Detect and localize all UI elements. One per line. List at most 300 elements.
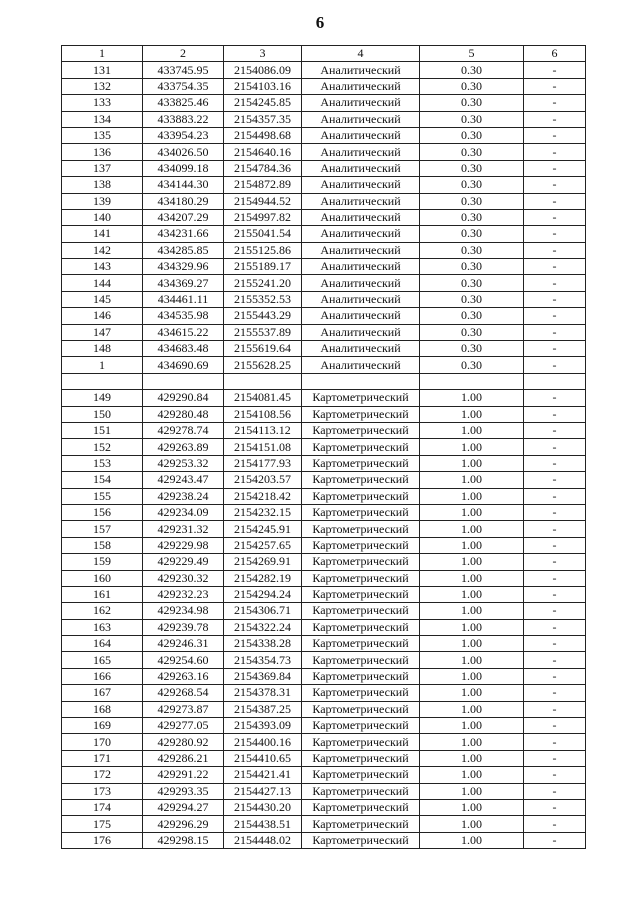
method-cell: Аналитический	[302, 111, 420, 127]
x-coordinate-cell: 429243.47	[143, 472, 224, 488]
point-number-cell: 137	[62, 160, 143, 176]
note-cell: -	[524, 291, 586, 307]
note-cell: -	[524, 488, 586, 504]
note-cell: -	[524, 472, 586, 488]
table-row	[62, 390, 586, 406]
point-number-cell: 139	[62, 193, 143, 209]
method-cell: Аналитический	[302, 62, 420, 78]
table-header-row	[62, 46, 586, 62]
method-cell: Аналитический	[302, 259, 420, 275]
x-coordinate-cell: 433954.23	[143, 127, 224, 143]
x-coordinate-cell: 429286.21	[143, 750, 224, 766]
table-row	[62, 242, 586, 258]
note-cell: -	[524, 160, 586, 176]
table-row	[62, 291, 586, 307]
method-cell: Аналитический	[302, 357, 420, 373]
y-coordinate-cell: 2154784.36	[224, 160, 302, 176]
note-cell: -	[524, 127, 586, 143]
accuracy-cell: 0.30	[420, 144, 524, 160]
note-cell: -	[524, 603, 586, 619]
x-coordinate-cell: 434180.29	[143, 193, 224, 209]
accuracy-cell: 1.00	[420, 799, 524, 815]
accuracy-cell: 1.00	[420, 767, 524, 783]
accuracy-cell: 1.00	[420, 390, 524, 406]
point-number-cell: 135	[62, 127, 143, 143]
point-number-cell: 173	[62, 783, 143, 799]
x-coordinate-cell: 433745.95	[143, 62, 224, 78]
note-cell: -	[524, 816, 586, 832]
point-number-cell: 160	[62, 570, 143, 586]
method-cell: Аналитический	[302, 341, 420, 357]
method-cell: Картометрический	[302, 570, 420, 586]
y-coordinate-cell: 2154269.91	[224, 554, 302, 570]
y-coordinate-cell: 2154203.57	[224, 472, 302, 488]
note-cell: -	[524, 439, 586, 455]
accuracy-cell: 0.30	[420, 291, 524, 307]
method-cell: Картометрический	[302, 668, 420, 684]
table-row	[62, 570, 586, 586]
point-number-cell: 175	[62, 816, 143, 832]
point-number-cell: 131	[62, 62, 143, 78]
note-cell: -	[524, 111, 586, 127]
method-cell: Аналитический	[302, 127, 420, 143]
y-coordinate-cell: 2155619.64	[224, 341, 302, 357]
y-coordinate-cell: 2155041.54	[224, 226, 302, 242]
table-row	[62, 832, 586, 848]
method-cell	[302, 373, 420, 389]
y-coordinate-cell: 2155537.89	[224, 324, 302, 340]
table-row	[62, 554, 586, 570]
accuracy-cell: 1.00	[420, 521, 524, 537]
y-coordinate-cell: 2154421.41	[224, 767, 302, 783]
point-number-cell: 167	[62, 685, 143, 701]
x-coordinate-cell	[143, 373, 224, 389]
method-cell: Аналитический	[302, 242, 420, 258]
x-coordinate-cell: 429253.32	[143, 455, 224, 471]
table-row	[62, 127, 586, 143]
y-coordinate-cell: 2154393.09	[224, 718, 302, 734]
method-cell: Картометрический	[302, 816, 420, 832]
y-coordinate-cell: 2154357.35	[224, 111, 302, 127]
y-coordinate-cell: 2154378.31	[224, 685, 302, 701]
y-coordinate-cell: 2154306.71	[224, 603, 302, 619]
note-cell: -	[524, 357, 586, 373]
table-body	[62, 62, 586, 849]
accuracy-cell: 1.00	[420, 439, 524, 455]
accuracy-cell: 1.00	[420, 636, 524, 652]
header-cell: 3	[224, 46, 302, 62]
note-cell: -	[524, 767, 586, 783]
note-cell: -	[524, 324, 586, 340]
note-cell: -	[524, 718, 586, 734]
method-cell: Картометрический	[302, 406, 420, 422]
y-coordinate-cell: 2154338.28	[224, 636, 302, 652]
x-coordinate-cell: 434026.50	[143, 144, 224, 160]
accuracy-cell: 0.30	[420, 62, 524, 78]
table-row	[62, 373, 586, 389]
accuracy-cell: 1.00	[420, 685, 524, 701]
method-cell: Картометрический	[302, 701, 420, 717]
x-coordinate-cell: 429234.09	[143, 504, 224, 520]
y-coordinate-cell: 2154245.91	[224, 521, 302, 537]
table-row	[62, 160, 586, 176]
accuracy-cell: 1.00	[420, 455, 524, 471]
table-row	[62, 406, 586, 422]
y-coordinate-cell: 2154322.24	[224, 619, 302, 635]
note-cell: -	[524, 619, 586, 635]
y-coordinate-cell: 2154086.09	[224, 62, 302, 78]
table-row	[62, 308, 586, 324]
table-row	[62, 750, 586, 766]
y-coordinate-cell: 2154151.08	[224, 439, 302, 455]
note-cell: -	[524, 226, 586, 242]
method-cell: Картометрический	[302, 586, 420, 602]
method-cell: Картометрический	[302, 718, 420, 734]
y-coordinate-cell: 2154257.65	[224, 537, 302, 553]
table-row	[62, 455, 586, 471]
point-number-cell: 156	[62, 504, 143, 520]
point-number-cell: 155	[62, 488, 143, 504]
x-coordinate-cell: 434690.69	[143, 357, 224, 373]
table-row	[62, 78, 586, 94]
x-coordinate-cell: 429231.32	[143, 521, 224, 537]
x-coordinate-cell: 434231.66	[143, 226, 224, 242]
note-cell: -	[524, 750, 586, 766]
note-cell: -	[524, 586, 586, 602]
point-number-cell: 168	[62, 701, 143, 717]
y-coordinate-cell: 2155189.17	[224, 259, 302, 275]
y-coordinate-cell: 2154872.89	[224, 177, 302, 193]
point-number-cell: 171	[62, 750, 143, 766]
note-cell: -	[524, 652, 586, 668]
method-cell: Картометрический	[302, 488, 420, 504]
point-number-cell: 151	[62, 422, 143, 438]
accuracy-cell: 0.30	[420, 242, 524, 258]
method-cell: Картометрический	[302, 554, 420, 570]
point-number-cell: 136	[62, 144, 143, 160]
table-row	[62, 275, 586, 291]
accuracy-cell: 0.30	[420, 341, 524, 357]
y-coordinate-cell: 2154997.82	[224, 209, 302, 225]
accuracy-cell: 0.30	[420, 324, 524, 340]
accuracy-cell: 0.30	[420, 177, 524, 193]
y-coordinate-cell: 2154944.52	[224, 193, 302, 209]
x-coordinate-cell: 429229.98	[143, 537, 224, 553]
x-coordinate-cell: 429246.31	[143, 636, 224, 652]
table-row	[62, 177, 586, 193]
accuracy-cell: 0.30	[420, 357, 524, 373]
point-number-cell: 145	[62, 291, 143, 307]
y-coordinate-cell: 2155241.20	[224, 275, 302, 291]
point-number-cell: 134	[62, 111, 143, 127]
point-number-cell: 150	[62, 406, 143, 422]
accuracy-cell: 0.30	[420, 193, 524, 209]
method-cell: Картометрический	[302, 652, 420, 668]
header-cell: 6	[524, 46, 586, 62]
x-coordinate-cell: 434461.11	[143, 291, 224, 307]
method-cell: Картометрический	[302, 537, 420, 553]
note-cell: -	[524, 341, 586, 357]
accuracy-cell: 1.00	[420, 718, 524, 734]
accuracy-cell: 1.00	[420, 586, 524, 602]
accuracy-cell: 0.30	[420, 95, 524, 111]
note-cell: -	[524, 783, 586, 799]
method-cell: Картометрический	[302, 799, 420, 815]
table-row	[62, 603, 586, 619]
table-row	[62, 62, 586, 78]
table-row	[62, 357, 586, 373]
table-row	[62, 718, 586, 734]
method-cell: Картометрический	[302, 455, 420, 471]
note-cell: -	[524, 78, 586, 94]
point-number-cell: 170	[62, 734, 143, 750]
y-coordinate-cell	[224, 373, 302, 389]
accuracy-cell: 0.30	[420, 209, 524, 225]
table-row	[62, 537, 586, 553]
accuracy-cell: 1.00	[420, 783, 524, 799]
method-cell: Картометрический	[302, 390, 420, 406]
point-number-cell: 161	[62, 586, 143, 602]
note-cell: -	[524, 636, 586, 652]
point-number-cell: 133	[62, 95, 143, 111]
point-number-cell: 147	[62, 324, 143, 340]
y-coordinate-cell: 2154400.16	[224, 734, 302, 750]
table-row	[62, 668, 586, 684]
point-number-cell: 152	[62, 439, 143, 455]
header-cell: 2	[143, 46, 224, 62]
point-number-cell: 158	[62, 537, 143, 553]
method-cell: Картометрический	[302, 603, 420, 619]
accuracy-cell: 1.00	[420, 652, 524, 668]
method-cell: Аналитический	[302, 193, 420, 209]
table-row	[62, 341, 586, 357]
y-coordinate-cell: 2154218.42	[224, 488, 302, 504]
note-cell: -	[524, 832, 586, 848]
point-number-cell: 157	[62, 521, 143, 537]
y-coordinate-cell: 2154410.65	[224, 750, 302, 766]
table-row	[62, 799, 586, 815]
y-coordinate-cell: 2154640.16	[224, 144, 302, 160]
y-coordinate-cell: 2154448.02	[224, 832, 302, 848]
point-number-cell: 153	[62, 455, 143, 471]
point-number-cell: 154	[62, 472, 143, 488]
x-coordinate-cell: 429238.24	[143, 488, 224, 504]
y-coordinate-cell: 2154103.16	[224, 78, 302, 94]
header-cell: 1	[62, 46, 143, 62]
x-coordinate-cell: 429229.49	[143, 554, 224, 570]
accuracy-cell: 0.30	[420, 111, 524, 127]
method-cell: Аналитический	[302, 226, 420, 242]
note-cell: -	[524, 455, 586, 471]
table-row	[62, 504, 586, 520]
table-row	[62, 734, 586, 750]
accuracy-cell: 1.00	[420, 734, 524, 750]
table-row	[62, 422, 586, 438]
table-row	[62, 144, 586, 160]
note-cell: -	[524, 504, 586, 520]
accuracy-cell: 0.30	[420, 308, 524, 324]
accuracy-cell: 1.00	[420, 750, 524, 766]
x-coordinate-cell: 429291.22	[143, 767, 224, 783]
coordinates-table	[61, 45, 586, 849]
table-row	[62, 586, 586, 602]
note-cell: -	[524, 406, 586, 422]
x-coordinate-cell: 429278.74	[143, 422, 224, 438]
accuracy-cell: 1.00	[420, 570, 524, 586]
x-coordinate-cell: 434207.29	[143, 209, 224, 225]
accuracy-cell: 1.00	[420, 619, 524, 635]
point-number-cell: 142	[62, 242, 143, 258]
accuracy-cell: 1.00	[420, 816, 524, 832]
method-cell: Картометрический	[302, 504, 420, 520]
method-cell: Аналитический	[302, 308, 420, 324]
table-row	[62, 783, 586, 799]
accuracy-cell: 1.00	[420, 668, 524, 684]
point-number-cell: 144	[62, 275, 143, 291]
table-row	[62, 95, 586, 111]
accuracy-cell: 1.00	[420, 504, 524, 520]
table-row	[62, 701, 586, 717]
point-number-cell: 169	[62, 718, 143, 734]
point-number-cell: 159	[62, 554, 143, 570]
note-cell: -	[524, 537, 586, 553]
x-coordinate-cell: 429273.87	[143, 701, 224, 717]
note-cell: -	[524, 701, 586, 717]
table-row	[62, 636, 586, 652]
accuracy-cell: 0.30	[420, 259, 524, 275]
method-cell: Картометрический	[302, 422, 420, 438]
note-cell: -	[524, 308, 586, 324]
point-number-cell: 176	[62, 832, 143, 848]
y-coordinate-cell: 2155628.25	[224, 357, 302, 373]
accuracy-cell: 1.00	[420, 472, 524, 488]
note-cell	[524, 373, 586, 389]
point-number-cell: 146	[62, 308, 143, 324]
note-cell: -	[524, 242, 586, 258]
table-row	[62, 472, 586, 488]
table-row	[62, 324, 586, 340]
method-cell: Картометрический	[302, 472, 420, 488]
x-coordinate-cell: 434615.22	[143, 324, 224, 340]
point-number-cell: 143	[62, 259, 143, 275]
point-number-cell: 132	[62, 78, 143, 94]
method-cell: Аналитический	[302, 291, 420, 307]
accuracy-cell: 0.30	[420, 160, 524, 176]
x-coordinate-cell: 429234.98	[143, 603, 224, 619]
method-cell: Картометрический	[302, 439, 420, 455]
note-cell: -	[524, 668, 586, 684]
x-coordinate-cell: 434285.85	[143, 242, 224, 258]
note-cell: -	[524, 570, 586, 586]
method-cell: Аналитический	[302, 160, 420, 176]
table-row	[62, 439, 586, 455]
y-coordinate-cell: 2154387.25	[224, 701, 302, 717]
table-row	[62, 193, 586, 209]
method-cell: Картометрический	[302, 767, 420, 783]
y-coordinate-cell: 2154245.85	[224, 95, 302, 111]
point-number-cell: 149	[62, 390, 143, 406]
table-row	[62, 685, 586, 701]
note-cell: -	[524, 422, 586, 438]
x-coordinate-cell: 433825.46	[143, 95, 224, 111]
method-cell: Картометрический	[302, 832, 420, 848]
x-coordinate-cell: 429298.15	[143, 832, 224, 848]
point-number-cell: 141	[62, 226, 143, 242]
note-cell: -	[524, 193, 586, 209]
accuracy-cell: 0.30	[420, 78, 524, 94]
y-coordinate-cell: 2154294.24	[224, 586, 302, 602]
x-coordinate-cell: 433754.35	[143, 78, 224, 94]
method-cell: Картометрический	[302, 619, 420, 635]
table-row	[62, 521, 586, 537]
y-coordinate-cell: 2154108.56	[224, 406, 302, 422]
y-coordinate-cell: 2155443.29	[224, 308, 302, 324]
x-coordinate-cell: 434329.96	[143, 259, 224, 275]
x-coordinate-cell: 429290.84	[143, 390, 224, 406]
x-coordinate-cell: 429263.16	[143, 668, 224, 684]
page-number: 6	[315, 13, 325, 32]
accuracy-cell: 1.00	[420, 832, 524, 848]
x-coordinate-cell: 434535.98	[143, 308, 224, 324]
point-number-cell: 165	[62, 652, 143, 668]
accuracy-cell: 1.00	[420, 422, 524, 438]
accuracy-cell: 0.30	[420, 127, 524, 143]
x-coordinate-cell: 429296.29	[143, 816, 224, 832]
point-number-cell: 172	[62, 767, 143, 783]
x-coordinate-cell: 429232.23	[143, 586, 224, 602]
x-coordinate-cell: 429230.32	[143, 570, 224, 586]
point-number-cell: 140	[62, 209, 143, 225]
x-coordinate-cell: 429263.89	[143, 439, 224, 455]
note-cell: -	[524, 554, 586, 570]
x-coordinate-cell: 429280.92	[143, 734, 224, 750]
accuracy-cell	[420, 373, 524, 389]
table-row	[62, 226, 586, 242]
table-row	[62, 488, 586, 504]
note-cell: -	[524, 144, 586, 160]
x-coordinate-cell: 434369.27	[143, 275, 224, 291]
y-coordinate-cell: 2154427.13	[224, 783, 302, 799]
point-number-cell: 164	[62, 636, 143, 652]
note-cell: -	[524, 799, 586, 815]
point-number-cell: 148	[62, 341, 143, 357]
x-coordinate-cell: 434099.18	[143, 160, 224, 176]
y-coordinate-cell: 2154232.15	[224, 504, 302, 520]
y-coordinate-cell: 2154438.51	[224, 816, 302, 832]
x-coordinate-cell: 429293.35	[143, 783, 224, 799]
x-coordinate-cell: 434144.30	[143, 177, 224, 193]
x-coordinate-cell: 429254.60	[143, 652, 224, 668]
table-row	[62, 111, 586, 127]
method-cell: Картометрический	[302, 636, 420, 652]
method-cell: Картометрический	[302, 521, 420, 537]
point-number-cell: 163	[62, 619, 143, 635]
accuracy-cell: 1.00	[420, 701, 524, 717]
header-cell: 4	[302, 46, 420, 62]
method-cell: Аналитический	[302, 275, 420, 291]
accuracy-cell: 1.00	[420, 537, 524, 553]
table-row	[62, 816, 586, 832]
point-number-cell: 138	[62, 177, 143, 193]
y-coordinate-cell: 2154430.20	[224, 799, 302, 815]
accuracy-cell: 1.00	[420, 554, 524, 570]
y-coordinate-cell: 2154282.19	[224, 570, 302, 586]
x-coordinate-cell: 429277.05	[143, 718, 224, 734]
accuracy-cell: 1.00	[420, 488, 524, 504]
y-coordinate-cell: 2154369.84	[224, 668, 302, 684]
y-coordinate-cell: 2154177.93	[224, 455, 302, 471]
table-row	[62, 619, 586, 635]
